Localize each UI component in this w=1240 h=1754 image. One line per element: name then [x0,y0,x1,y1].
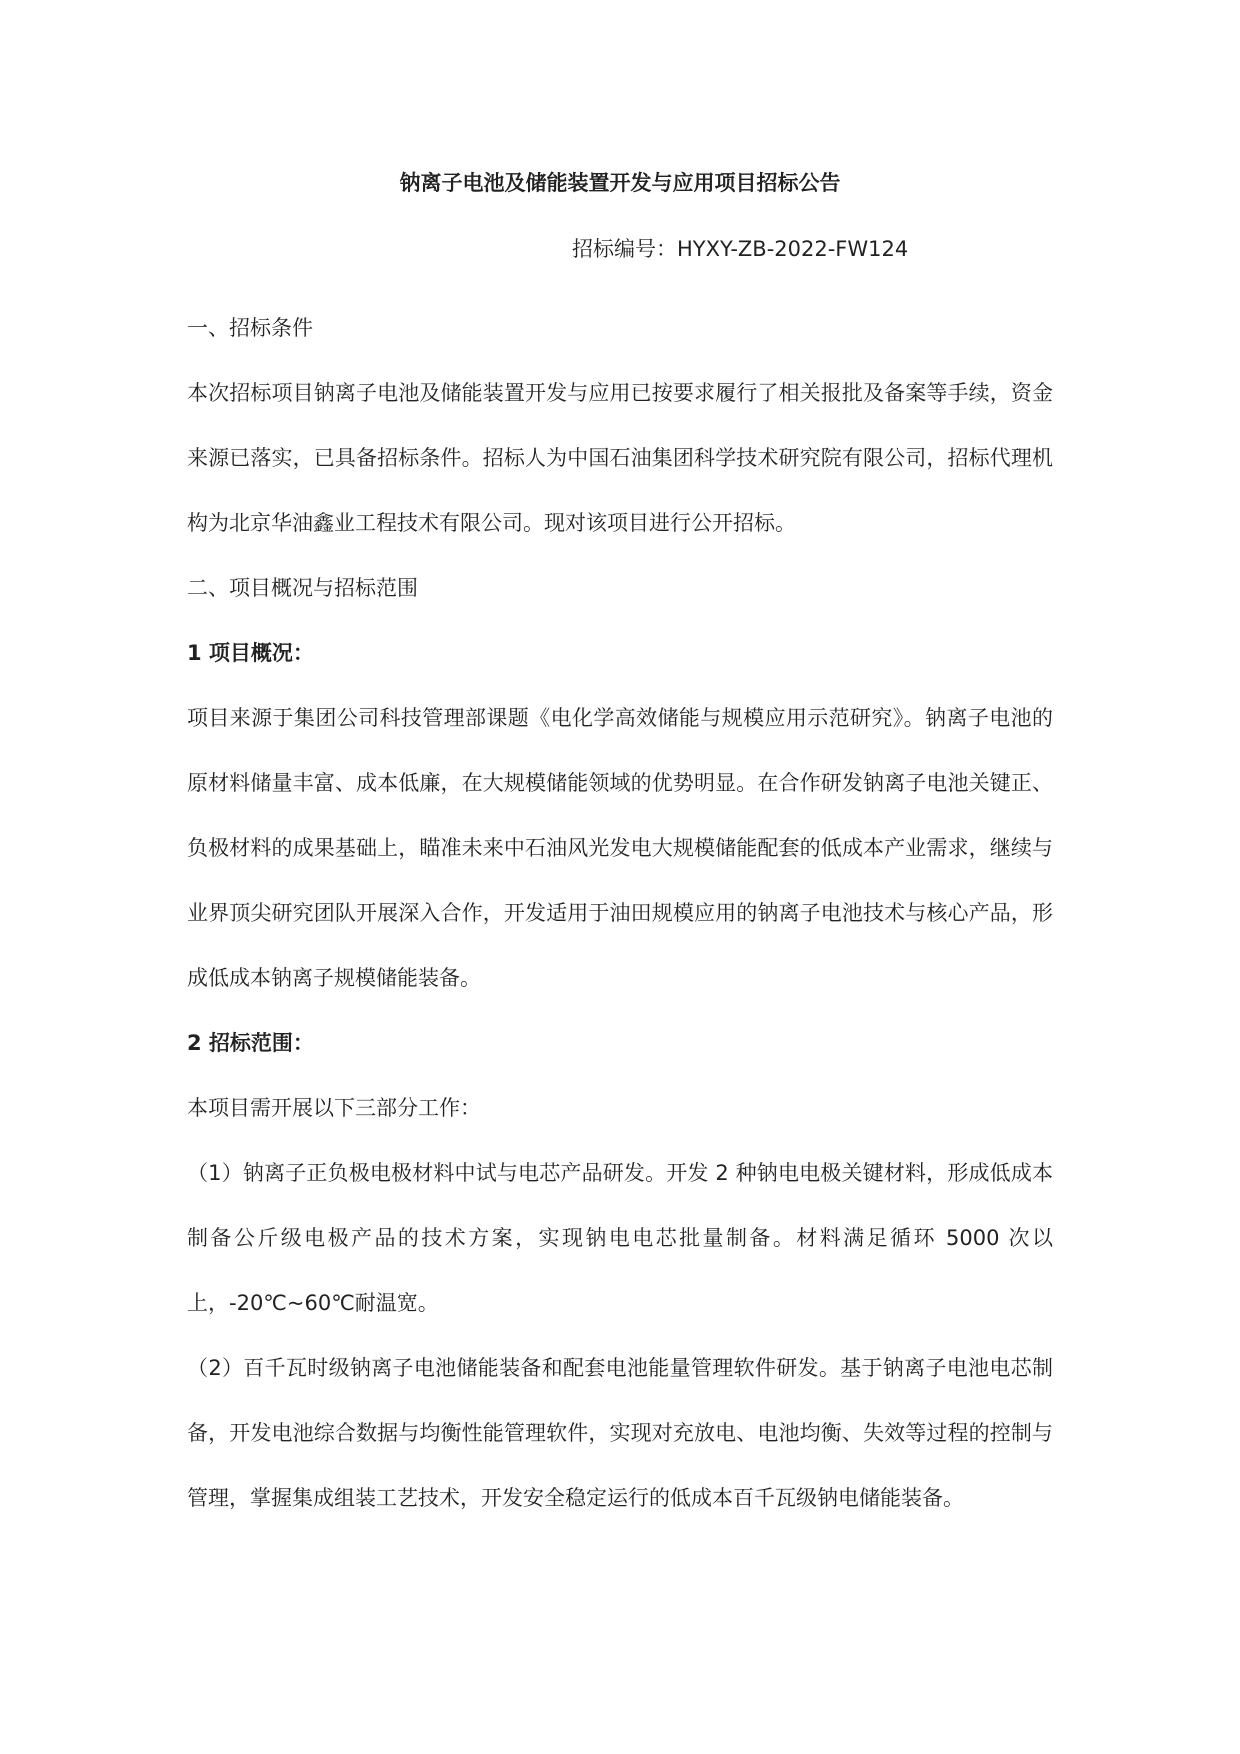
scope-item-1: （1）钠离子正负极电极材料中试与电芯产品研发。开发 2 种钠电电极关键材料，形成低成本制备公斤级电极产品的技术方案，实现钠电电芯批量制备。材料满足循环 5000 次以上，-20℃~60℃耐温宽。 [187,1161,1053,1315]
document-title: 钠离子电池及储能装置开发与应用项目招标公告 [399,171,841,195]
sub1-paragraph: 项目来源于集团公司科技管理部课题《电化学高效储能与规模应用示范研究》。钠离子电池的原材料储量丰富、成本低廉，在大规模储能领域的优势明显。在合作研发钠离子电池关键正、负极材料的成果基础上，瞄准未来中石油风光发电大规模储能配套的低成本产业需求，继续与业界顶尖研究团队开展深入合作，开发适用于油田规模应用的钠离子电池技术与核心产品，形成低成本钠离子规模储能装备。 [187,706,1053,990]
section1-paragraph: 本次招标项目钠离子电池及储能装置开发与应用已按要求履行了相关报批及备案等手续，资金来源已落实，已具备招标条件。招标人为中国石油集团科学技术研究院有限公司，招标代理机构为北京华油鑫业工程技术有限公司。现对该项目进行公开招标。 [187,381,1053,535]
bid-number: 招标编号：HYXY-ZB-2022-FW124 [572,237,909,261]
sub2-intro: 本项目需开展以下三部分工作： [187,1096,481,1120]
section2-heading: 二、项目概况与招标范围 [187,576,418,600]
sub1-heading: 1 项目概况： [187,641,314,665]
sub2-heading: 2 招标范围： [187,1031,314,1055]
section1-heading: 一、招标条件 [187,316,313,340]
document-body [187,296,1053,1531]
scope-item-2: （2）百千瓦时级钠离子电池储能装备和配套电池能量管理软件研发。基于钠离子电池电芯制备，开发电池综合数据与均衡性能管理软件，实现对充放电、电池均衡、失效等过程的控制与管理，掌握集成组装工艺技术，开发安全稳定运行的低成本百千瓦级钠电储能装备。 [187,1356,1053,1510]
